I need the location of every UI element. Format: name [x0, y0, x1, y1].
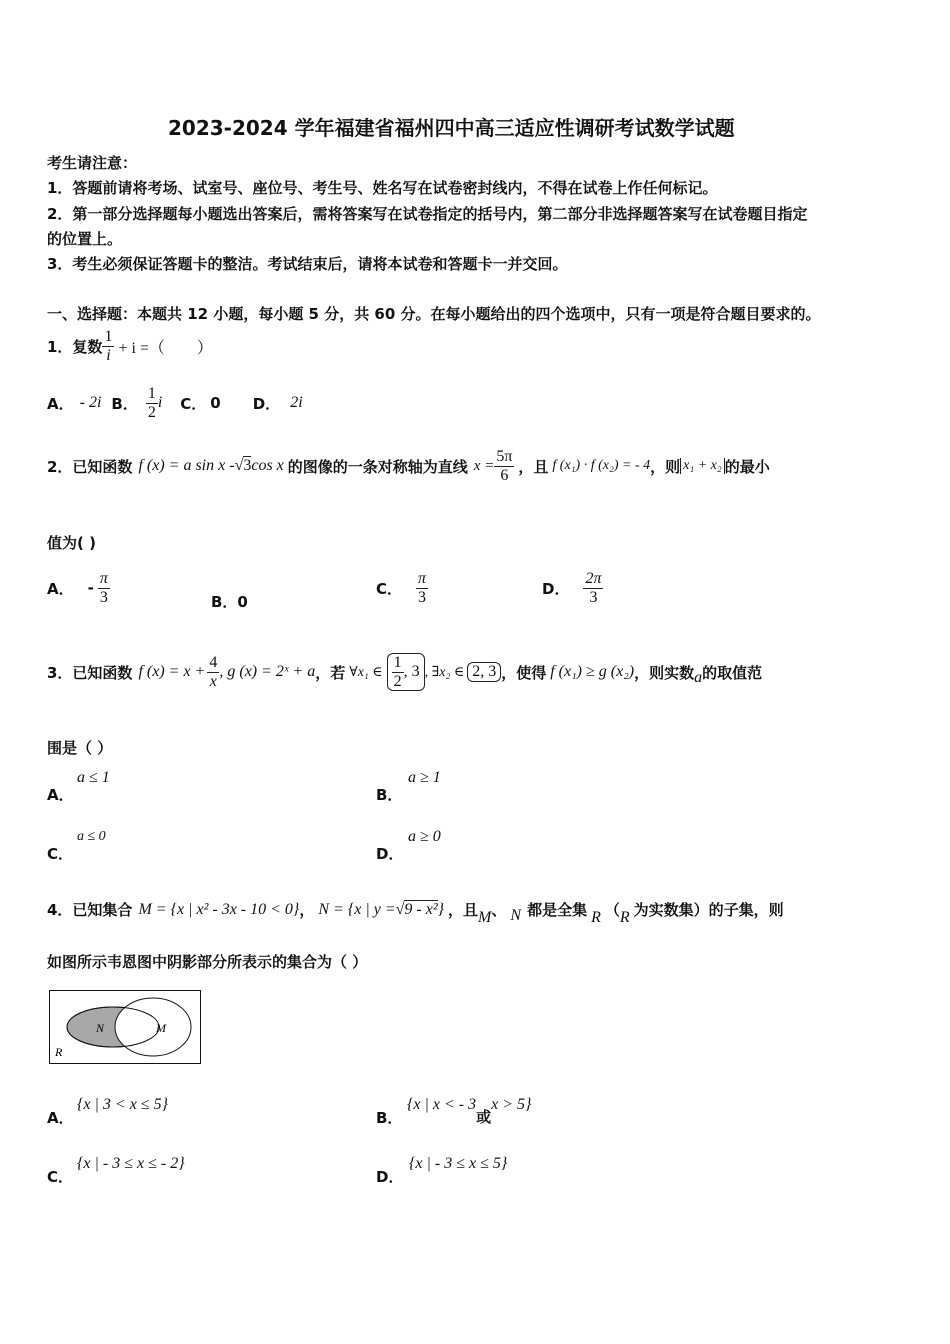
q3-d-value: a ≥ 0	[408, 828, 441, 845]
q3-f-fraction	[207, 654, 219, 690]
q4-M: M	[478, 908, 492, 926]
page-title: 2023-2024 学年福建省福州四中高三适应性调研考试数学试题	[168, 116, 735, 140]
q2-cond: f (x₁) · f (x₂) = - 4	[552, 458, 651, 474]
q4-tail: 为实数集）的子集，则	[633, 901, 784, 919]
q3-b-label: B．	[376, 786, 403, 804]
q2-sqrt: 3	[243, 457, 252, 475]
question-2: 2．已知函数 f (x) = a sin x - √3 cos x 的图像的一条对称轴为直线 x = $\frac{5\pi}{6}$ ，且 f (x₁) · f (x₂) = - 4 ，则 x₁ + x₂ 的最小	[47, 448, 770, 484]
q2-x-fraction	[494, 448, 514, 484]
q4-N-def-a: N = {x | y =	[318, 900, 396, 918]
q4-paren: （	[604, 901, 620, 919]
q4-b-value	[407, 1096, 531, 1127]
q3-interval-1	[387, 653, 425, 691]
q3-prefix: 3．已知函数	[47, 663, 133, 682]
q1-a-value: - 2i	[79, 394, 102, 412]
q4-N-sqrt: 9 - x²	[404, 900, 438, 918]
q3-int-num: 1	[393, 654, 402, 671]
q4-R: R	[591, 908, 601, 926]
q2-d-label: D．	[542, 579, 570, 598]
q4-b-val2: x > 5}	[491, 1096, 532, 1113]
section-heading: 一、选择题：本题共 12 小题，每小题 5 分，共 60 分。在每小题给出的四个选项中，只有一项是符合题目要求的。	[47, 305, 821, 323]
q2-and: ，且	[518, 457, 549, 476]
q4-N-def-b: }	[437, 900, 445, 918]
q4-mid: 都是全集	[527, 901, 588, 919]
q2-func-tail: cos x	[251, 457, 284, 475]
q1-b-tail: i	[157, 394, 163, 412]
q3-interval-2: 2, 3	[467, 662, 501, 682]
question-1	[47, 328, 213, 364]
q2-x-den: 6	[500, 466, 509, 484]
q1-frac-num: 1	[104, 328, 113, 345]
q2-prefix: 2．已知函数	[47, 457, 133, 476]
q3-line2: 围是（ ）	[47, 739, 113, 757]
q4-d-value: {x | - 3 ≤ x ≤ 5}	[409, 1155, 508, 1172]
notice-heading: 考生请注意：	[47, 154, 138, 172]
q2-a-den: 3	[99, 588, 108, 606]
venn-label-R: R	[55, 1045, 63, 1059]
q3-forall: ∀x₁ ∈	[349, 664, 383, 680]
venn-set-M	[115, 998, 191, 1056]
q2-c-num: π	[418, 570, 427, 587]
q4-b-label: B．	[376, 1109, 403, 1127]
q3-b-value: a ≥ 1	[408, 769, 441, 786]
q4-c-value: {x | - 3 ≤ x ≤ - 2}	[77, 1155, 185, 1172]
q2-a-label: A．	[47, 579, 74, 598]
q2-option-d	[542, 570, 603, 606]
q1-frac-den: i	[106, 346, 111, 364]
q3-int-fraction	[392, 654, 404, 690]
venn-label-N: N	[96, 1021, 105, 1035]
q1-b-label: B．	[111, 394, 138, 413]
q1-c-label: C．	[180, 394, 207, 413]
venn-label-M: M	[156, 1021, 166, 1035]
q3-int-den: 2	[393, 672, 402, 690]
q1-tail: + i =（ ）	[118, 339, 213, 357]
q2-end: 的最小	[724, 457, 770, 476]
q2-option-b: B．0	[211, 593, 248, 611]
q1-options	[47, 385, 303, 421]
q1-prefix: 1．复数	[47, 337, 103, 356]
q2-c-fraction	[416, 570, 428, 606]
question-3	[47, 653, 762, 691]
q3-f-den: x	[209, 672, 217, 690]
q4-M-def: M = {x | x² - 3x - 10 < 0}	[138, 900, 300, 918]
q3-f2: , g (x) = 2ˣ + a	[219, 663, 316, 681]
q1-fraction	[102, 328, 114, 364]
q2-d-den: 3	[589, 588, 598, 606]
q3-int-tail: , 3	[403, 663, 420, 681]
q4-dun: 、	[491, 901, 507, 919]
q2-c-label: C．	[376, 579, 403, 598]
venn-diagram	[49, 990, 201, 1064]
q3-c-label: C．	[47, 845, 74, 863]
notice-item-2: 2．第一部分选择题每小题选出答案后，需将答案写在试卷指定的括号内，第二部分非选择题答案写在试卷题目指定	[47, 205, 808, 223]
notice-item-3: 3．考生必须保证答题卡的整洁。考试结束后，请将本试卷和答题卡一并交回。	[47, 255, 568, 273]
q2-line2: 值为( )	[47, 534, 96, 552]
q2-func: f (x) = a sin x -	[138, 457, 235, 475]
notice-item-2-cont: 的位置上。	[47, 230, 123, 248]
q3-shide: ，使得	[501, 663, 547, 682]
q3-d-label: D．	[376, 845, 404, 863]
q3-exists: , ∃x₂ ∈	[424, 664, 465, 680]
q1-c-value: 0	[210, 394, 221, 413]
q3-ruo: ，若	[315, 663, 346, 682]
q4-N: N	[510, 906, 522, 924]
q1-b-num: 1	[147, 385, 156, 402]
q2-x-num: 5π	[496, 448, 513, 465]
q2-option-c	[376, 570, 428, 606]
q2-d-fraction	[583, 570, 603, 606]
q2-mid: 的图像的一条对称轴为直线	[287, 457, 468, 476]
q2-d-num: 2π	[585, 570, 602, 587]
q4-R2: R	[619, 908, 630, 926]
q3-a-label: A．	[47, 786, 74, 804]
q4-prefix: 4．已知集合	[47, 901, 133, 919]
q4-d-label: D．	[376, 1168, 404, 1186]
q2-then: ，则	[650, 457, 681, 476]
q4-b-or: 或	[476, 1108, 492, 1126]
question-4: 4．已知集合 M = {x | x² - 3x - 10 < 0} ， N = {x | y = √9 - x² } ，且 M 、 N 都是全集 R （ R 为实数集）的子集，则	[47, 900, 784, 926]
q2-option-a	[47, 570, 110, 606]
q3-f1: f (x) = x +	[138, 663, 206, 681]
q3-a-var: a	[694, 669, 703, 687]
q1-b-fraction	[146, 385, 158, 421]
q3-then: ，则实数	[634, 663, 695, 682]
q2-a-num: π	[99, 570, 108, 587]
q4-a-label: A．	[47, 1109, 74, 1127]
q4-b-val1: {x | x < - 3	[407, 1096, 477, 1113]
q3-a-value: a ≤ 1	[77, 769, 110, 786]
q4-c-label: C．	[47, 1168, 74, 1186]
q3-f-num: 4	[209, 654, 218, 671]
q2-c-den: 3	[418, 588, 427, 606]
q4-line2: 如图所示韦恩图中阴影部分所表示的集合为（ ）	[47, 953, 368, 971]
q2-a-fraction	[98, 570, 110, 606]
q4-and: ，且	[448, 901, 479, 919]
q2-a-sign: -	[87, 579, 94, 598]
q1-d-value: 2i	[290, 394, 303, 412]
notice-item-1: 1．答题前请将考场、试室号、座位号、考生号、姓名写在试卷密封线内，不得在试卷上作任何标记。	[47, 179, 718, 197]
q1-d-label: D．	[252, 394, 281, 413]
q1-a-label: A．	[47, 394, 74, 413]
q4-a-value: {x | 3 < x ≤ 5}	[77, 1096, 168, 1113]
q3-c-value: a ≤ 0	[77, 829, 106, 844]
venn-svg	[49, 990, 201, 1064]
q4-comma: ，	[299, 901, 315, 919]
q2-abs: x₁ + x₂	[680, 458, 725, 474]
q1-b-den: 2	[147, 403, 156, 421]
q3-cond: f (x₁) ≥ g (x₂)	[550, 663, 635, 681]
q2-x-eq: x =	[473, 457, 495, 474]
q3-end: 的取值范	[702, 663, 763, 682]
